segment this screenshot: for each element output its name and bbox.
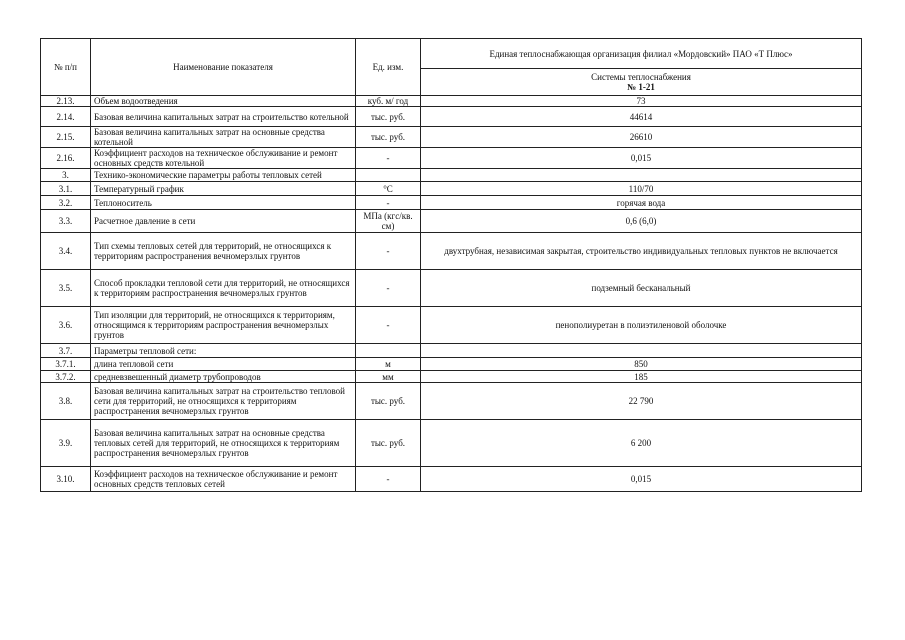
row-value: 0,6 (6,0): [421, 210, 862, 233]
table-row: [41, 196, 862, 210]
row-name: Базовая величина капитальных затрат на строительство тепловой сети для территорий, не относящихся к территориям распространения вечномерзлых грунтов: [91, 383, 356, 420]
row-value: горячая вода: [421, 196, 862, 210]
row-value: [421, 169, 862, 182]
row-unit: -: [356, 467, 421, 492]
row-value: двухтрубная, независимая закрытая, строительство индивидуальных тепловых пунктов не включается: [421, 233, 862, 270]
row-name: Способ прокладки тепловой сети для территорий, не относящихся к территориям распространения вечномерзлых грунтов: [91, 270, 356, 307]
row-unit: -: [356, 307, 421, 344]
systems-title: Системы теплоснабжения: [591, 72, 691, 82]
row-name: Тип схемы тепловых сетей для территорий, не относящихся к территориям распространения вечномерзлых грунтов: [91, 233, 356, 270]
row-value: 850: [421, 358, 862, 371]
row-value: пенополиуретан в полиэтиленовой оболочке: [421, 307, 862, 344]
row-value: 185: [421, 371, 862, 383]
table-row: [41, 383, 862, 420]
row-unit: тыс. руб.: [356, 107, 421, 127]
table-row: [41, 182, 862, 196]
table-row: [41, 371, 862, 383]
row-name: Базовая величина капитальных затрат на основные средства котельной: [91, 127, 356, 148]
row-value: 44614: [421, 107, 862, 127]
row-unit: мм: [356, 371, 421, 383]
row-value: 0,015: [421, 148, 862, 169]
header-org: Единая теплоснабжающая организация филиал «Мордовский» ПАО «Т Плюс»: [421, 39, 862, 69]
table-row: [41, 233, 862, 270]
row-unit: [356, 169, 421, 182]
table-row: [41, 127, 862, 148]
row-num: 3.6.: [41, 307, 91, 344]
table-row: [41, 467, 862, 492]
row-num: 2.13.: [41, 96, 91, 107]
row-num: 3.1.: [41, 182, 91, 196]
row-name: Объем водоотведения: [91, 96, 356, 107]
systems-number: № 1-21: [627, 82, 655, 92]
row-unit: тыс. руб.: [356, 420, 421, 467]
table-row: [41, 344, 862, 358]
row-unit: м: [356, 358, 421, 371]
row-num: 2.15.: [41, 127, 91, 148]
header-systems: [421, 69, 862, 96]
table-row: [41, 420, 862, 467]
row-value: 110/70: [421, 182, 862, 196]
row-name: средневзвешенный диаметр трубопроводов: [91, 371, 356, 383]
table-row: [41, 307, 862, 344]
row-value: 26610: [421, 127, 862, 148]
row-num: 3.10.: [41, 467, 91, 492]
row-unit: МПа (кгс/кв. см): [356, 210, 421, 233]
header-name: Наименование показателя: [91, 39, 356, 96]
row-num: 3.: [41, 169, 91, 182]
row-unit: -: [356, 233, 421, 270]
row-name: Технико-экономические параметры работы тепловых сетей: [91, 169, 356, 182]
row-num: 2.14.: [41, 107, 91, 127]
table-row: [41, 169, 862, 182]
row-num: 3.8.: [41, 383, 91, 420]
table-row: [41, 148, 862, 169]
header-unit: Ед. изм.: [356, 39, 421, 96]
row-num: 3.5.: [41, 270, 91, 307]
row-name: Тип изоляции для территорий, не относящихся к территориям, относящимся к территориям распространения вечномерзлых грунтов: [91, 307, 356, 344]
row-unit: °С: [356, 182, 421, 196]
table-row: [41, 358, 862, 371]
row-unit: куб. м/ год: [356, 96, 421, 107]
row-name: длина тепловой сети: [91, 358, 356, 371]
row-num: 3.7.: [41, 344, 91, 358]
row-name: Теплоноситель: [91, 196, 356, 210]
row-value: 22 790: [421, 383, 862, 420]
row-name: Базовая величина капитальных затрат на основные средства тепловых сетей для территорий, не относящихся к территориям распространения вечномерзлых грунтов: [91, 420, 356, 467]
header-num: № п/п: [41, 39, 91, 96]
table-row: [41, 96, 862, 107]
row-unit: [356, 344, 421, 358]
row-unit: -: [356, 148, 421, 169]
row-unit: тыс. руб.: [356, 127, 421, 148]
row-value: [421, 344, 862, 358]
row-name: Параметры тепловой сети:: [91, 344, 356, 358]
row-name: Расчетное давление в сети: [91, 210, 356, 233]
table-row: [41, 107, 862, 127]
row-num: 2.16.: [41, 148, 91, 169]
row-value: 6 200: [421, 420, 862, 467]
row-value: 73: [421, 96, 862, 107]
row-num: 3.7.1.: [41, 358, 91, 371]
row-name: Температурный график: [91, 182, 356, 196]
row-value: 0,015: [421, 467, 862, 492]
row-num: 3.4.: [41, 233, 91, 270]
table-body: [41, 96, 862, 492]
row-name: Коэффициент расходов на техническое обслуживание и ремонт основных средств тепловых сетей: [91, 467, 356, 492]
row-unit: тыс. руб.: [356, 383, 421, 420]
row-name: Коэффициент расходов на техническое обслуживание и ремонт основных средств котельной: [91, 148, 356, 169]
table-row: [41, 270, 862, 307]
row-num: 3.7.2.: [41, 371, 91, 383]
row-num: 3.3.: [41, 210, 91, 233]
row-num: 3.2.: [41, 196, 91, 210]
row-value: подземный бесканальный: [421, 270, 862, 307]
indicator-table: [40, 38, 862, 492]
table-row: [41, 210, 862, 233]
row-num: 3.9.: [41, 420, 91, 467]
table-header: [41, 39, 862, 96]
row-unit: -: [356, 270, 421, 307]
row-unit: -: [356, 196, 421, 210]
row-name: Базовая величина капитальных затрат на строительство котельной: [91, 107, 356, 127]
